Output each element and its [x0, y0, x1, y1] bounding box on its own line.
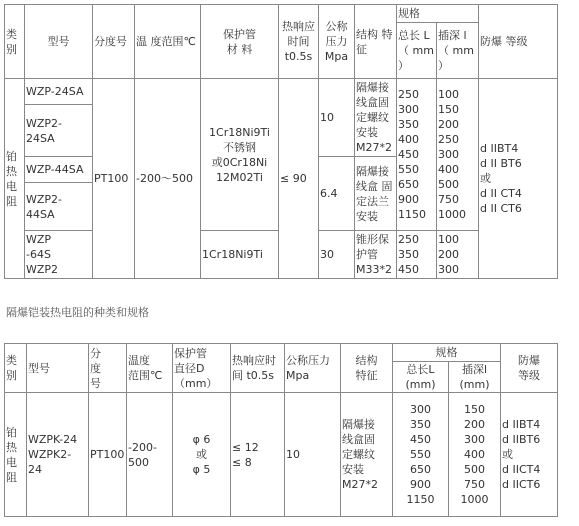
category-cell: 铂 热 电 阻 [5, 393, 27, 517]
header-structure: 结构 特征 [341, 344, 393, 393]
header-structure: 结构 特 征 [355, 5, 397, 79]
pressure-cell-3: 30 [319, 231, 355, 279]
model-cell: WZP -64S WZP2 [25, 231, 93, 279]
material-cell-a: 1Cr18Ni9Ti 不锈钢 或0Cr18Ni 12M02Ti [201, 79, 279, 231]
explosion-cell: d IIBT4 d IIBT6 或 d IICT4 d IICT6 [501, 393, 558, 517]
explosion-cell: d IIBT4 d II BT6 或 d II CT4 d II CT6 [479, 79, 558, 279]
structure-cell-3: 锥形保 护管 M33*2 [355, 231, 397, 279]
temp-range-cell: -200～500 [135, 79, 201, 279]
header-explosion: 防爆 等级 [479, 5, 558, 79]
header-response-time: 热响应时 间 t0.5s [231, 344, 285, 393]
header-insert-depth: 插深 l （ mm ） [437, 23, 479, 79]
pressure-cell-2: 6.4 [319, 157, 355, 231]
depths-cell-b: 100 200 300 [437, 231, 479, 279]
header-graduation: 分度号 [93, 5, 135, 79]
table-caption: 隔爆铠装热电阻的种类和规格 [6, 306, 149, 319]
lengths-cell-a: 250 300 350 400 450 550 650 900 1150 [397, 79, 437, 231]
header-total-length: 总长L (mm) [393, 362, 449, 393]
response-time-cell: ≤ 12 ≤ 8 [231, 393, 285, 517]
header-spec: 规格 [397, 5, 479, 23]
response-time-cell: ≤ 90 [279, 79, 319, 279]
header-category: 类 别 [5, 344, 27, 393]
header-pressure: 公称 压力 Mpa [319, 5, 355, 79]
diameter-cell: φ 6 或 φ 5 [173, 393, 231, 517]
header-category: 类别 [5, 5, 25, 79]
model-cell: WZP2- 44SA [25, 183, 93, 231]
depths-cell-a: 100 150 200 250 300 400 500 750 1000 [437, 79, 479, 231]
structure-cell-2: 隔爆接 线盒 固 定法兰 安装 [355, 157, 397, 231]
header-tube-diameter: 保护管 直径D （mm） [173, 344, 231, 393]
model-cell: WZPK-24 WZPK2- 24 [27, 393, 89, 517]
header-temp-range: 温 度范围℃ [135, 5, 201, 79]
model-cell: WZP-44SA [25, 157, 93, 183]
header-spec: 规格 [393, 344, 501, 362]
model-cell: WZP-24SA [25, 79, 93, 105]
header-temp-range: 温度 范围℃ [127, 344, 173, 393]
pressure-cell: 10 [285, 393, 341, 517]
header-explosion: 防爆 等级 [501, 344, 558, 393]
lengths-cell-b: 250 350 450 [397, 231, 437, 279]
structure-cell: 隔爆接 线盒固 定螺纹 安装 M27*2 [341, 393, 393, 517]
structure-cell-1: 隔爆接 线盒固 定螺纹 安装 M27*2 [355, 79, 397, 157]
lengths-cell: 300 350 450 550 650 900 1150 [393, 393, 449, 517]
header-model: 型号 [27, 344, 89, 393]
category-cell: 铂 热 电 阻 [5, 79, 25, 279]
graduation-cell: PT100 [89, 393, 127, 517]
header-pressure: 公称压力 Mpa [285, 344, 341, 393]
header-graduation: 分 度 号 [89, 344, 127, 393]
header-total-length: 总长 L （ mm ） [397, 23, 437, 79]
header-model: 型号 [25, 5, 93, 79]
thermal-resistor-spec-table-2 [4, 343, 558, 517]
header-response-time: 热响应 时间 t0.5s [279, 5, 319, 79]
pressure-cell-1: 10 [319, 79, 355, 157]
depths-cell: 150 200 300 400 500 750 1000 [449, 393, 501, 517]
material-cell-b: 1Cr18Ni9Ti [201, 231, 279, 279]
thermal-resistor-spec-table-1 [4, 4, 558, 279]
temp-range-cell: -200- 500 [127, 393, 173, 517]
model-cell: WZP2- 24SA [25, 105, 93, 157]
header-tube-material: 保护管 材 料 [201, 5, 279, 79]
graduation-cell: PT100 [93, 79, 135, 279]
header-insert-depth: 插深l (mm) [449, 362, 501, 393]
